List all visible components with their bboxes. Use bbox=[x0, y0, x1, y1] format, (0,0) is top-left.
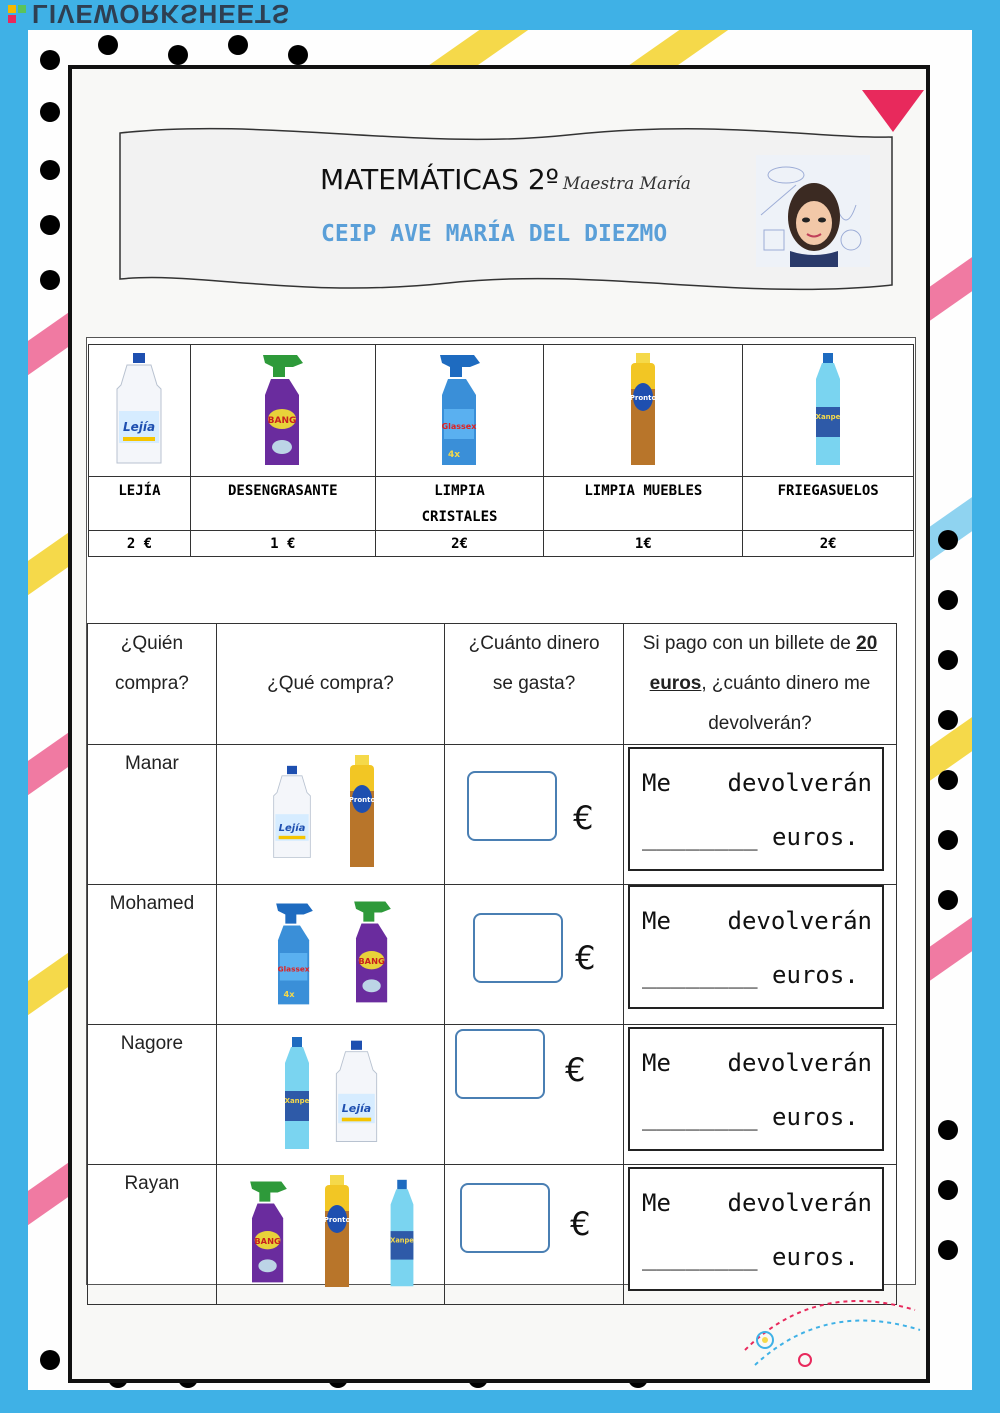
answer-devolveran: devolverán bbox=[727, 1189, 873, 1217]
euro-sign: € bbox=[573, 799, 594, 837]
svg-text:Glassex: Glassex bbox=[441, 421, 476, 431]
floor-cleaner-bottle-icon bbox=[383, 1175, 421, 1291]
furniture-polish-can-icon bbox=[317, 1171, 357, 1291]
glass-cleaner-spray-icon bbox=[267, 893, 322, 1013]
glass-cleaner-spray-icon bbox=[430, 349, 490, 469]
answer-euros-line: ________ euros. bbox=[642, 1103, 859, 1131]
product-name bbox=[375, 477, 544, 531]
purchase-items bbox=[216, 1025, 444, 1165]
price-table bbox=[88, 344, 914, 557]
product-name-text: LIMPIA CRISTALES bbox=[421, 483, 498, 525]
decor-dot bbox=[40, 102, 60, 122]
change-answer-box[interactable] bbox=[628, 747, 884, 871]
degreaser-spray-icon bbox=[241, 1171, 296, 1291]
svg-text:Xanpe: Xanpe bbox=[390, 1236, 414, 1245]
teacher-avatar bbox=[756, 155, 870, 267]
buyer-name: Mohamed bbox=[88, 885, 217, 1025]
svg-text:BANG: BANG bbox=[267, 415, 297, 426]
bleach-bottle-icon bbox=[267, 755, 317, 870]
product-image-cell bbox=[544, 345, 743, 477]
decor-dot bbox=[938, 710, 958, 730]
degreaser-spray-icon bbox=[345, 891, 400, 1011]
product-image-cell bbox=[89, 345, 191, 477]
header-change bbox=[624, 624, 897, 745]
buyer-name: Manar bbox=[88, 745, 217, 885]
watermark-logo bbox=[8, 0, 290, 28]
school-name: CEIP AVE MARÍA DEL DIEZMO bbox=[321, 221, 668, 247]
bleach-bottle-icon bbox=[329, 1033, 384, 1151]
change-answer-box[interactable] bbox=[628, 885, 884, 1009]
product-name: LEJÍA bbox=[89, 477, 191, 531]
liveworksheets-logo-icon bbox=[8, 5, 26, 23]
svg-text:Glassex: Glassex bbox=[277, 964, 310, 974]
spend-cell bbox=[445, 1165, 624, 1305]
spend-answer-input[interactable] bbox=[455, 1029, 545, 1099]
product-price: 2 € bbox=[89, 531, 191, 557]
decor-dot bbox=[938, 530, 958, 550]
decor-dot bbox=[288, 45, 308, 65]
header-spend-text: ¿Cuánto dinero se gasta? bbox=[468, 633, 600, 694]
spend-cell bbox=[445, 745, 624, 885]
answer-me: Me bbox=[642, 769, 671, 797]
decorative-doodle-icon bbox=[735, 1270, 925, 1380]
header-change-suffix: , ¿cuánto dinero me devolverán? bbox=[701, 673, 871, 734]
answer-me: Me bbox=[642, 1049, 671, 1077]
purchase-items bbox=[216, 745, 444, 885]
teacher-name: Maestra María bbox=[562, 174, 691, 194]
bleach-bottle-icon bbox=[109, 349, 169, 469]
floor-cleaner-bottle-icon bbox=[808, 349, 848, 469]
decor-dot bbox=[40, 1350, 60, 1370]
svg-text:4x: 4x bbox=[283, 989, 295, 999]
watermark-text: LIVEWORKSHEETS bbox=[32, 0, 291, 30]
floor-cleaner-bottle-icon bbox=[277, 1033, 317, 1153]
decor-dot bbox=[938, 1240, 958, 1260]
spend-answer-input[interactable] bbox=[467, 771, 557, 841]
buyer-name: Nagore bbox=[88, 1025, 217, 1165]
header-change-prefix: Si pago con un billete de bbox=[642, 633, 851, 654]
decor-dot bbox=[938, 650, 958, 670]
spend-cell bbox=[445, 885, 624, 1025]
answer-me: Me bbox=[642, 907, 671, 935]
decor-dot bbox=[40, 160, 60, 180]
header-what bbox=[216, 624, 444, 745]
euro-sign: € bbox=[570, 1205, 591, 1243]
product-price: 1 € bbox=[190, 531, 375, 557]
decor-dot bbox=[938, 830, 958, 850]
buyer-name: Rayan bbox=[88, 1165, 217, 1305]
decor-dot bbox=[40, 270, 60, 290]
change-cell bbox=[624, 885, 897, 1025]
decor-dot bbox=[938, 1180, 958, 1200]
answer-devolveran: devolverán bbox=[727, 907, 873, 935]
decor-dot bbox=[98, 35, 118, 55]
euro-sign: € bbox=[565, 1051, 586, 1089]
furniture-polish-can-icon bbox=[623, 349, 663, 469]
header-who-text: ¿Quién compra? bbox=[114, 633, 189, 694]
table-row bbox=[88, 745, 897, 885]
answer-devolveran: devolverán bbox=[727, 1049, 873, 1077]
spend-answer-input[interactable] bbox=[473, 913, 563, 983]
exercise-table bbox=[87, 623, 897, 1305]
change-cell bbox=[624, 1025, 897, 1165]
table-row bbox=[88, 1025, 897, 1165]
svg-text:Lejía: Lejía bbox=[278, 822, 306, 834]
purchase-items bbox=[216, 1165, 444, 1305]
answer-me: Me bbox=[642, 1189, 671, 1217]
header-banner bbox=[118, 125, 894, 295]
product-image-cell bbox=[375, 345, 544, 477]
decor-dot bbox=[168, 45, 188, 65]
answer-euros-line: ________ euros. bbox=[642, 961, 859, 989]
decor-dot bbox=[938, 590, 958, 610]
change-answer-box[interactable] bbox=[628, 1027, 884, 1151]
svg-text:BANG: BANG bbox=[358, 955, 385, 966]
svg-text:BANG: BANG bbox=[254, 1235, 281, 1246]
purchase-items bbox=[216, 885, 444, 1025]
furniture-polish-can-icon bbox=[342, 751, 382, 871]
product-name: DESENGRASANTE bbox=[190, 477, 375, 531]
header-who bbox=[88, 624, 217, 745]
spend-answer-input[interactable] bbox=[460, 1183, 550, 1253]
answer-euros-line: ________ euros. bbox=[642, 823, 859, 851]
decor-dot bbox=[938, 770, 958, 790]
svg-text:Xanpe: Xanpe bbox=[815, 412, 841, 421]
svg-text:Lejía: Lejía bbox=[341, 1102, 372, 1116]
header-change-bold: 20 euros bbox=[649, 633, 878, 694]
svg-text:Pronto: Pronto bbox=[630, 393, 657, 402]
svg-text:Pronto: Pronto bbox=[348, 796, 376, 804]
svg-text:Xanpe: Xanpe bbox=[284, 1097, 310, 1105]
svg-text:Pronto: Pronto bbox=[323, 1216, 351, 1224]
answer-euros-line: ________ euros. bbox=[642, 1243, 859, 1271]
decor-dot bbox=[40, 215, 60, 235]
product-name: LIMPIA MUEBLES bbox=[544, 477, 743, 531]
product-price: 2€ bbox=[375, 531, 544, 557]
page-title bbox=[320, 163, 691, 196]
title-text: MATEMÁTICAS 2º bbox=[320, 163, 559, 196]
avatar-icon bbox=[756, 155, 870, 267]
decor-dot bbox=[40, 50, 60, 70]
svg-text:4x: 4x bbox=[447, 449, 460, 460]
product-image-cell bbox=[190, 345, 375, 477]
product-image-cell bbox=[743, 345, 914, 477]
change-cell bbox=[624, 745, 897, 885]
product-price: 1€ bbox=[544, 531, 743, 557]
decor-dot bbox=[938, 890, 958, 910]
degreaser-spray-icon bbox=[253, 349, 313, 469]
svg-text:Lejía: Lejía bbox=[123, 419, 156, 434]
table-row bbox=[88, 885, 897, 1025]
header-spend bbox=[445, 624, 624, 745]
decor-dot bbox=[228, 35, 248, 55]
header-what-text: ¿Qué compra? bbox=[267, 673, 394, 694]
product-name: FRIEGASUELOS bbox=[743, 477, 914, 531]
decor-dot bbox=[938, 1120, 958, 1140]
product-price: 2€ bbox=[743, 531, 914, 557]
spend-cell bbox=[445, 1025, 624, 1165]
euro-sign: € bbox=[575, 939, 596, 977]
answer-devolveran: devolverán bbox=[727, 769, 873, 797]
